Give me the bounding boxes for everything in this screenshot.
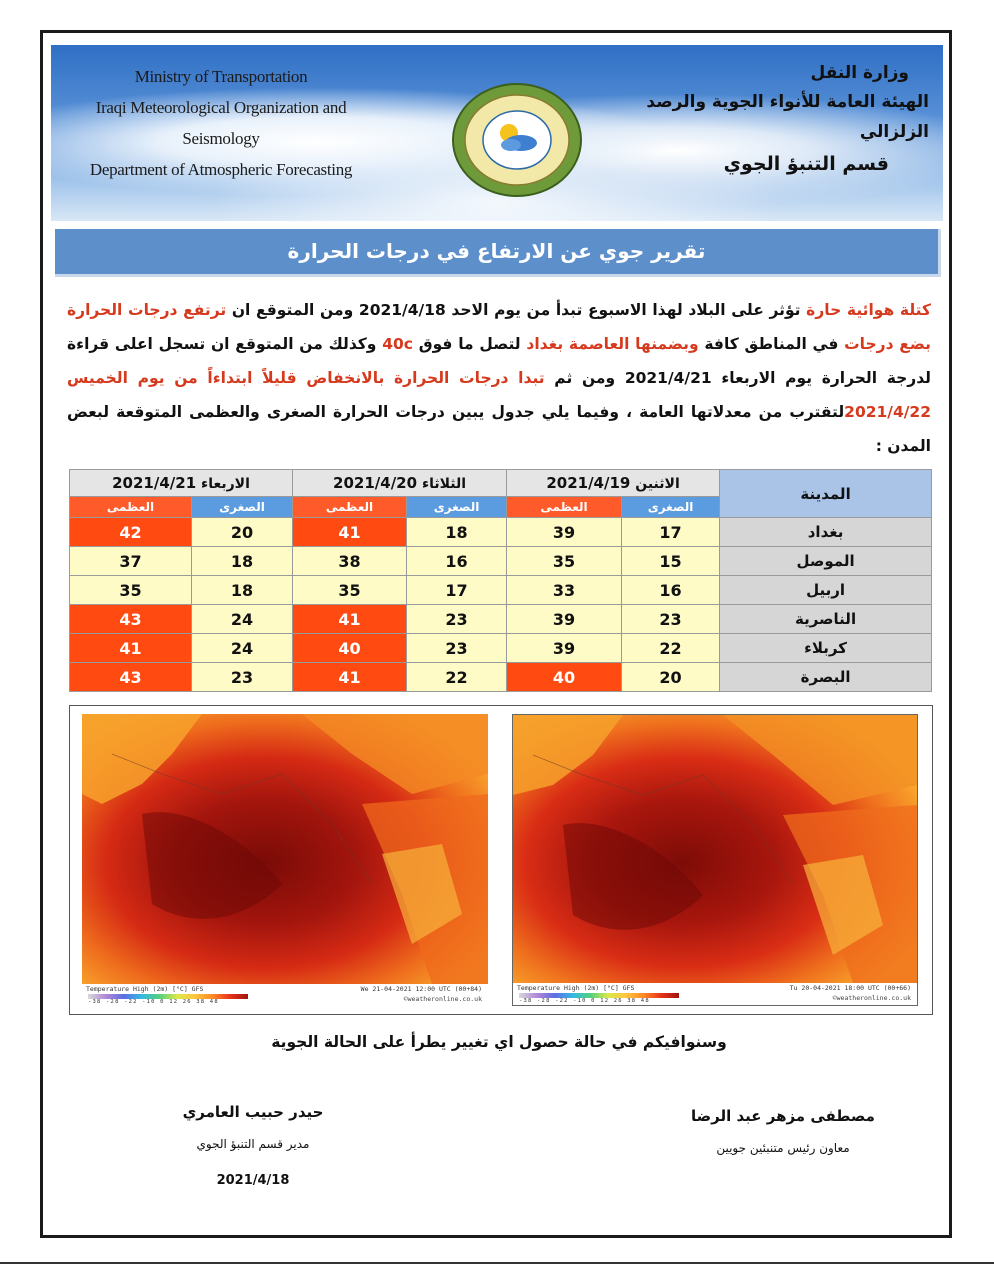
day-name: الاثنين [635,476,680,492]
min-value: 18 [192,576,293,605]
map-source: ©weatheronline.co.uk [403,995,482,1003]
ministry-ar: وزارة النقل [810,63,909,83]
update-note: وسنوافيكم في حالة حصول اي تغيير يطرأ على الحالة الجوية [271,1033,727,1051]
para-temp-drop: تبدا درجات الحرارة بالانخفاض قليلاً ابتداءاً من يوم الخميس 2021/4/22 [67,369,931,421]
min-value: 24 [192,605,293,634]
min-value: 18 [192,547,293,576]
department-ar: قسم التنبؤ الجوي [723,153,889,175]
min-label: الصغرى [407,497,507,518]
min-value: 20 [622,663,720,692]
scale-ticks: -38 -28 -22 -10 0 12 26 38 48 [519,998,650,1004]
min-value: 15 [622,547,720,576]
map-date: We 21-04-2021 12:00 UTC (00+84) [360,985,482,993]
signatory-role: معاون رئيس متنبئين جويين [716,1141,850,1155]
para-part-4: في المناطق كافة [698,335,845,353]
para-part-6: لتصل ما فوق [412,335,527,353]
report-paragraph [67,293,931,463]
temperature-map-wed [82,714,488,1006]
max-label: العظمى [293,497,407,518]
max-value: 43 [70,605,192,634]
ministry-en: Ministry of Transportation [134,67,308,86]
day-header-3 [70,470,293,497]
forecast-maps [69,705,933,1015]
para-hot-air-mass: كتلة هوائية حارة [806,301,931,319]
report-title: تقرير جوي عن الارتفاع في درجات الحرارة [287,239,706,263]
table-row [70,518,932,547]
day-header-2 [293,470,507,497]
signature-right [653,1107,913,1155]
min-value: 18 [407,518,507,547]
city-name: الناصرية [720,605,932,634]
max-value: 38 [293,547,407,576]
min-value: 17 [407,576,507,605]
min-value: 16 [622,576,720,605]
map-legend-label: Temperature High (2m) [°C] GFS [86,985,204,993]
report-title-bar [55,229,941,277]
min-value: 23 [622,605,720,634]
document-frame [40,30,952,1238]
organization-ar: الهيئة العامة للأنواء الجوية والرصد الزلزالي [646,92,929,142]
max-value: 39 [507,634,622,663]
min-value: 22 [622,634,720,663]
department-en: Department of Atmospheric Forecasting [89,160,353,179]
min-label: الصغرى [192,497,293,518]
signatory-name: مصطفى مزهر عبد الرضا [691,1107,875,1125]
max-value: 35 [507,547,622,576]
city-name: بغداد [720,518,932,547]
max-value: 39 [507,518,622,547]
city-name: اربيل [720,576,932,605]
max-value: 37 [70,547,192,576]
max-value: 41 [293,663,407,692]
min-value: 20 [192,518,293,547]
min-value: 24 [192,634,293,663]
page-bottom-rule [0,1262,994,1264]
table-row [70,576,932,605]
max-value: 33 [507,576,622,605]
min-value: 17 [622,518,720,547]
table-row [70,547,932,576]
max-label: العظمى [507,497,622,518]
signature-date: 2021/4/18 [216,1173,290,1188]
max-value: 41 [293,605,407,634]
para-40c: 40c [382,335,413,353]
table-row [70,634,932,663]
header-english [71,61,371,185]
day-name: الاربعاء [201,476,250,492]
max-label: العظمى [70,497,192,518]
city-name: الموصل [720,547,932,576]
max-value: 40 [507,663,622,692]
max-value: 40 [293,634,407,663]
para-part-10: لتقترب من معدلاتها العامة ، وفيما يلي جدول يبين درجات الحرارة الصغرى والعظمى المتوقعة لبعض المدن : [67,403,931,455]
para-baghdad: وبضمنها العاصمة بغداد [526,335,699,353]
organization-logo [449,81,585,199]
day-date: 2021/4/19 [546,474,631,492]
min-value: 23 [192,663,293,692]
signatory-role: مدير قسم التنبؤ الجوي [196,1137,310,1151]
max-value: 42 [70,518,192,547]
header-arabic [629,59,929,181]
max-value: 41 [70,634,192,663]
max-value: 35 [293,576,407,605]
para-part-2: تؤثر على البلاد لهذا الاسبوع تبدأ من يوم الاحد 2021/4/18 ومن المتوقع ان [226,301,807,319]
max-value: 43 [70,663,192,692]
para-part-8: وكذلك من المتوقع ان تسجل اعلى قراءة لدرجة الحرارة يوم الاربعاء 2021/4/21 ومن ثم [67,335,931,387]
header-banner [51,45,943,221]
table-row [70,663,932,692]
day-header-1 [507,470,720,497]
max-value: 39 [507,605,622,634]
min-label: الصغرى [622,497,720,518]
map-footer [513,983,917,1005]
city-header: المدينة [720,470,932,518]
min-value: 23 [407,605,507,634]
day-name: الثلاثاء [421,476,467,492]
temperature-table [69,469,932,692]
map-source: ©weatheronline.co.uk [832,994,911,1002]
map-legend-label: Temperature High (2m) [°C] GFS [517,984,635,992]
max-value: 41 [293,518,407,547]
max-value: 35 [70,576,192,605]
city-name: البصرة [720,663,932,692]
signatory-name: حيدر حبيب العامري [182,1103,324,1121]
signature-left [133,1103,373,1188]
para-temp-rise: ترتفع درجات الحرارة بضع درجات [67,301,931,353]
temperature-map-tue [512,714,918,1006]
city-name: كربلاء [720,634,932,663]
min-value: 22 [407,663,507,692]
organization-en: Iraqi Meteorological Organization and Seismology [95,98,347,148]
map-date: Tu 20-04-2021 18:00 UTC (00+66) [789,984,911,992]
table-row [70,605,932,634]
scale-ticks: -38 -28 -22 -10 0 12 26 38 48 [88,999,219,1005]
min-value: 16 [407,547,507,576]
min-value: 23 [407,634,507,663]
map-footer [82,984,488,1006]
day-date: 2021/4/20 [333,474,418,492]
day-date: 2021/4/21 [112,474,197,492]
